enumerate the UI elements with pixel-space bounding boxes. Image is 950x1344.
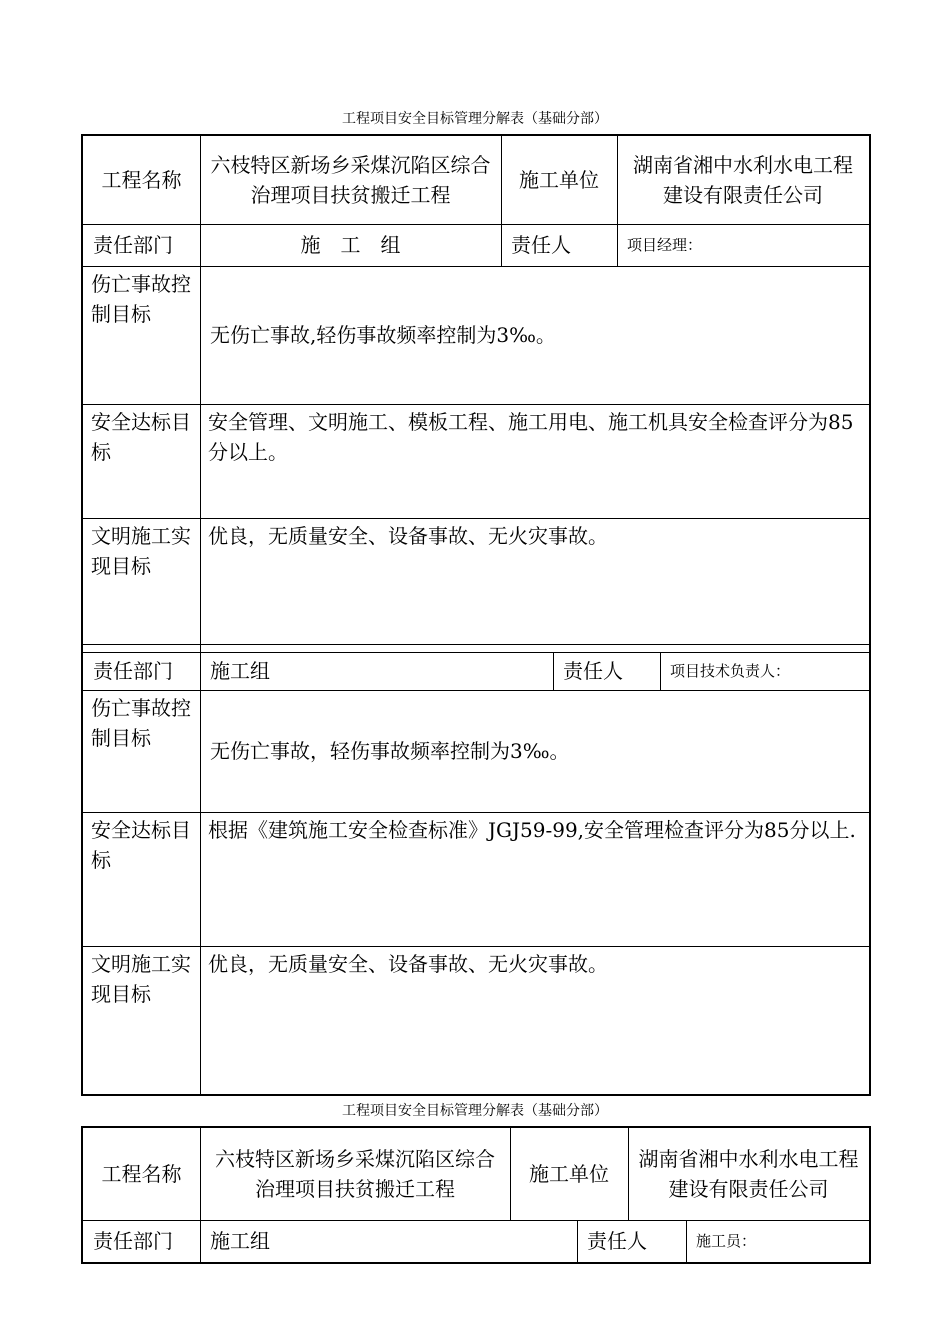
responsible-person-label: 责任人 (563, 659, 623, 683)
civilized-construction-goal-text: 优良，无质量安全、设备事故、无火灾事故。 (208, 952, 608, 976)
construction-unit-label: 施工单位 (529, 1162, 609, 1186)
safety-standard-goal-text: 根据《建筑施工安全检查标准》JGJ59-99,安全管理检查评分为85分以上. (208, 818, 856, 842)
table-caption-1: 工程项目安全目标管理分解表（基础分部） (342, 111, 608, 127)
responsible-dept-value: 施工组 (210, 659, 270, 683)
safety-standard-goal-text: 安全管理、文明施工、模板工程、施工用电、施工机具安全检查评分为85分以上。 (208, 410, 854, 464)
responsible-dept-label: 责任部门 (93, 659, 173, 683)
responsible-dept-value: 施工组 (210, 1229, 270, 1253)
safety-goal-table-main (81, 134, 871, 1096)
construction-unit-value: 湖南省湘中水利水电工程建设有限责任公司 (633, 153, 853, 207)
civilized-construction-goal-label: 文明施工实现目标 (91, 952, 191, 1006)
project-name-label: 工程名称 (101, 1162, 182, 1186)
construction-worker-label: 施工员： (696, 1232, 757, 1250)
project-name-value: 六枝特区新场乡采煤沉陷区综合治理项目扶贫搬迁工程 (215, 1147, 495, 1201)
project-manager-label: 项目经理： (627, 236, 703, 254)
technical-lead-label: 项目技术负责人： (670, 662, 791, 680)
safety-goal-table-second (81, 1126, 871, 1264)
civilized-construction-goal-text: 优良，无质量安全、设备事故、无火灾事故。 (208, 524, 608, 548)
casualty-goal-label: 伤亡事故控制目标 (91, 272, 191, 326)
responsible-person-label: 责任人 (511, 233, 571, 257)
safety-standard-goal-label: 安全达标目标 (91, 818, 191, 872)
civilized-construction-goal-label: 文明施工实现目标 (91, 524, 191, 578)
responsible-dept-value: 施 工 组 (300, 233, 401, 257)
construction-unit-value: 湖南省湘中水利水电工程建设有限责任公司 (638, 1147, 859, 1201)
construction-unit-label: 施工单位 (519, 168, 599, 192)
responsible-dept-label: 责任部门 (93, 1229, 173, 1253)
project-name-label: 工程名称 (101, 168, 182, 192)
casualty-goal-text: 无伤亡事故,轻伤事故频率控制为3‰。 (210, 323, 556, 347)
project-name-value: 六枝特区新场乡采煤沉陷区综合治理项目扶贫搬迁工程 (210, 153, 491, 207)
table-caption-2: 工程项目安全目标管理分解表（基础分部） (342, 1103, 608, 1119)
responsible-dept-label: 责任部门 (93, 233, 173, 257)
casualty-goal-label: 伤亡事故控制目标 (91, 696, 191, 750)
safety-standard-goal-label: 安全达标目标 (91, 410, 191, 464)
casualty-goal-text: 无伤亡事故，轻伤事故频率控制为3‰。 (210, 739, 570, 763)
responsible-person-label: 责任人 (587, 1229, 647, 1253)
